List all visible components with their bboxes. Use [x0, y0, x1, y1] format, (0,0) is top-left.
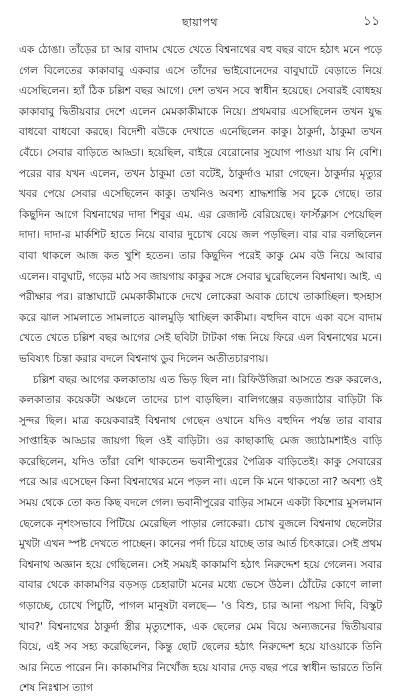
paragraph-2: চল্লিশ বছর আগের কলকাতায় এত ভিড় ছিল না। রিফিউজিরা আসতে শুরু করলেও, কলকাতার কয়েকটা অঞ্চলে তাদের চাপ বাড়ছিল। বালিগঞ্জের বড়জ্যাঠার বাড়িটা কি সুন্দর ছিল। মাত্র কয়েকবারই বিশ্বনাথ গেছেন ওখানে যদিও বহুদিন পর্যন্ত তার বাবার সাপ্তাহিক আড্ডার জায়গা ছিল ওই বাড়িটা। ওর কাছাকাছি মেজ জ্যাঠামশাইও বাড়ি করেছিলেন, যদিও তাঁরা বেশি থাকতেন ভবানীপুরের পৈত্রিক বাড়িতেই। কাকু সেবারের পরে আর এসেছেন কিনা বিশ্বনাথের মনে পড়ল না। এলে কি মনে থাকতো না? অবশ্য ওই সময় থেকে তো কত কিছ বদলে গেল। ভবানীপুরের বাড়ির সামনে একটা কিশোর মুসলমান ছেলেকে নৃশংসভাবে পিটিয়ে মেরেছিল পাড়ার লোকেরা। চোখ বুজলে বিশ্বনাথ ছেলেটার মুখটা এখন স্পষ্ট দেখতে পাচ্ছেন। কানের পর্দা চিরে যাচ্ছে তার আর্ত চিৎকারে। সেই প্রথম বিশ্বনাথ অজ্ঞান হয়ে গেছিলেন। সেই সময়ই কাকামণি হঠাৎ নিরুদ্দেশ হয়ে গেলেন। সবার বাবার থেকে কাকামণির বড়সড় চেহারাটা মনের মধ্যে ভেসে উঠল। ঠোঁটের কোণে লালা গড়াচ্ছে, চোখে পিচুটি, পাগল মানুষটা বলছে— 'ও বিশু, চার আনা পয়সা দিবি, বিস্কুট খাব?' বিশ্বনাথের ঠাকুর্দা স্ত্রীর মৃত্যুশোক, এক ছেলের মেম বিয়ে অন্যজনের দ্বিতীয়বার বিয়ে, এই সব সহ্য করেছিলেন, কিন্তু ছোট ছেলের হঠাৎ নিরুদ্দেশ হয়ে যাওয়াকে তিনি আর নিতে পারেন নি। কাকামণির নিখোঁজ হয়ে যাবার দেড় বছর পরে স্বাধীন ভারতে তিনি শেষ নিঃশ্বাস ত্যাগ	[19, 370, 382, 699]
running-title: ছায়াপথ	[0, 14, 400, 33]
paragraph-1: এক ঠোঙা। তাঁড়ের চা আর বাদাম খেতে খেতে বিশ্বনাথের বহু বছর বাদে হঠাৎ মনে পড়ে গেল বিলেতের কাকাবাবু একবার এসে তাঁদের ভাইবোনেদের বাবুঘাটে বেড়াতে নিয়ে এসেছিলেন। হ্যাঁ ঠিক চল্লিশ বছর আগে। দেশ তখন সবে স্বাধীন হয়েছে। সেবারই বোধহয় কাকাবাবু দ্বিতীয়বার দেশে এলেন মেমকাকীমাকে নিয়ে। প্রথমবার এসেছিলেন তখন যুদ্ধ বাধবো বাধবো করছে। বিদেশী বউকে দেখাতে এনেছিলেন কাকু। ঠাকুর্দা, ঠাকুমা তখন বেঁচে। সেবার বাড়িতে আড্ডা। হয়েছিল, বাইরে বেরোনোর সুযোগ পাওয়া যায় নি বেশি। পরের বার যখন এলেন, তখন ঠাকুমা তো বটেই, ঠাকুর্দাও মারা গেছেন। ঠাকুর্দার মৃত্যুর খবর পেয়ে সেবার এসেছিলেন কাকু। তখনিও অবশ্য শ্রাদ্ধশান্তি সব চুকে গেছে। তার কিছুদিন আগে বিশ্বনাথের দাদা শিবুর এম. এর রেজাল্ট বেরিয়েছে। ফার্স্টক্লাস পেয়েছিল দাদা। দাদা-র মার্কশিট হাতে নিয়ে বাবার দুচোখ বেয়ে জল পড়ছিল। বার বার বলছিলেন বাবা থাকলে আজ কত খুশি হতেন। তার কিছুদিন পরেই কাকু মেম বউ নিয়ে আবার এলেন। বাবুঘাট, গড়ের মাঠ সব জায়গায় কাকুর সঙ্গে সেবার ঘুরেছিলেন বিশ্বনাথ। আই. এ পরীক্ষার পর। রাস্তাঘাটে মেমকাকীমাকে দেখে লোকেরা অবাক চোখে তাকাচ্ছিল। হুসহাস করে ঝাল সামলাতে সামলাতে ঝালমুড়ি খাচ্ছিল কাকীমা। বহুদিন বাদে একা বসে বাদাম খেতে খেতে চল্লিশ বছর আগের সেই ছবিটা টাটকা গন্ধ নিয়ে ফিরে এল বিশ্বনাথের মনে। ভবিষ্যৎ চিন্তা করার বদলে বিশ্বনাথ ডুব দিলেন অতীতচারণায়।	[19, 40, 382, 370]
body-text	[19, 40, 382, 699]
page-number: ১১	[363, 12, 380, 33]
